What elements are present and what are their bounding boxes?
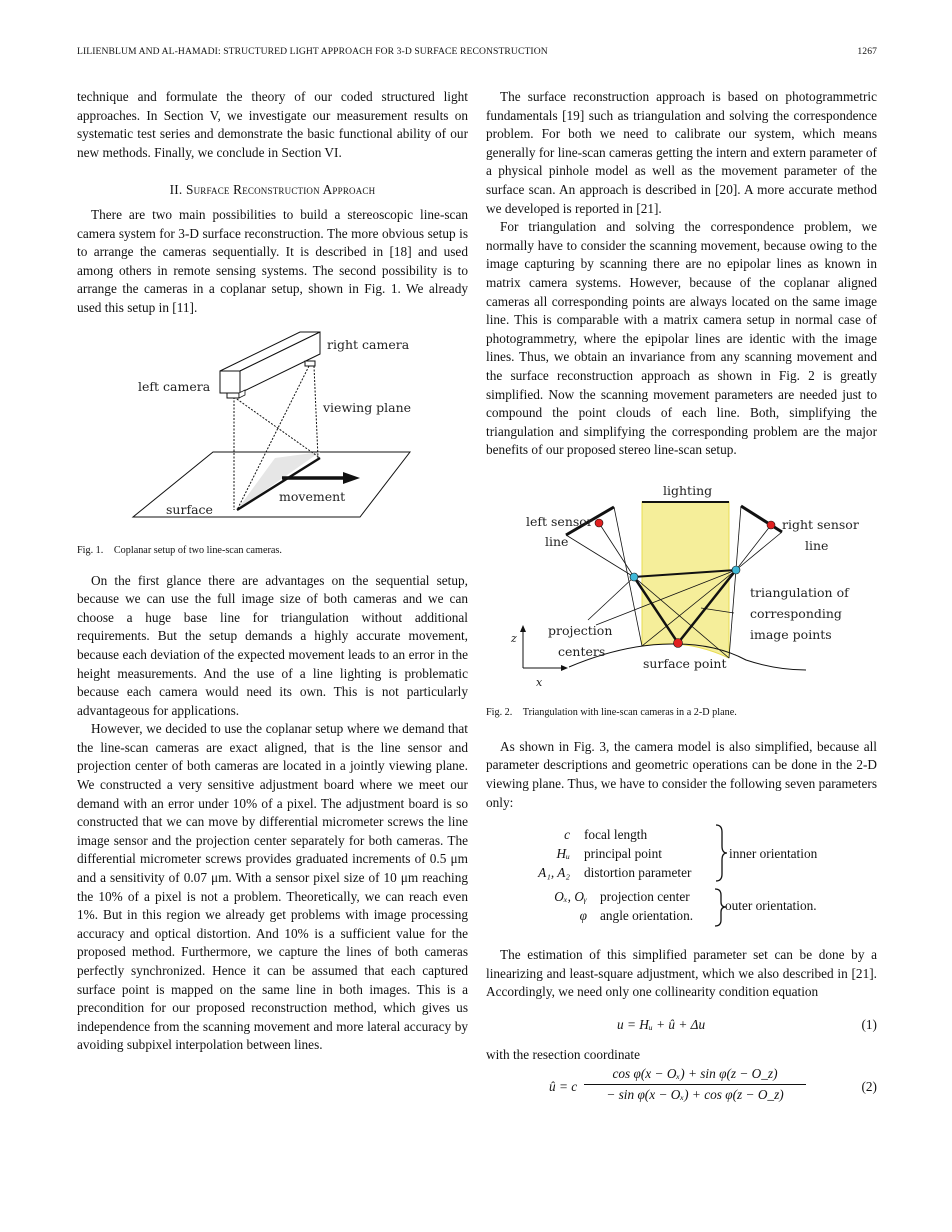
figure-2-caption xyxy=(486,706,737,719)
label-centers: centers xyxy=(558,643,606,659)
parameter-symbol: φ xyxy=(579,908,587,924)
label-right-sensor: right sensor xyxy=(782,516,859,532)
figure-2-caption-text: Triangulation with line-scan cameras in a 2-D plane. xyxy=(522,706,737,718)
label-left-camera: left camera xyxy=(138,378,211,394)
right-sensor-point xyxy=(767,521,775,529)
figure-2 xyxy=(486,480,877,738)
left-projection-center xyxy=(630,573,638,581)
inner-brace xyxy=(714,824,728,882)
paragraph: The estimation of this simplified parameter set can be done by a linearizing and least-square adjustment, which we also described in [21]. Accordingly, we need only one collinearity condition equation xyxy=(486,947,877,1000)
figure-1-caption-label: Fig. 1. xyxy=(77,544,104,556)
figure-1-caption xyxy=(77,544,282,557)
right-column xyxy=(486,88,877,1109)
parameter-description: principal point xyxy=(584,846,662,862)
label-triangulation-3: image points xyxy=(750,626,832,642)
paragraph: with the resection coordinate xyxy=(486,1047,640,1063)
label-right-sensor-line: line xyxy=(805,537,829,553)
paragraph: On the first glance there are advantages on the sequential setup, because we can use the full image size of both cameras and we can choose a huge base line for triangulation without additional requirements. But the setup demands a highly accurate movement, because each deviation of the expected movement leads to an error in the height measurements. And the use of a line lighting is problematic because each camera would need its own. This is not particularly advantageous for applications. xyxy=(77,572,468,718)
section-heading xyxy=(77,181,468,200)
section-title: Surface Reconstruction Approach xyxy=(185,182,376,198)
equation-2-lhs: û = c xyxy=(549,1078,578,1094)
page-number: 1267 xyxy=(857,46,877,57)
equation-2-denominator: − sin φ(x − Oₓ) + cos φ(z − O_z) xyxy=(606,1087,784,1103)
label-right-camera: right camera xyxy=(327,336,410,352)
paragraph-intro-continued: technique and formulate the theory of our coded structured light approaches. In Section V, we investigate our measurement results on systematic test series and demonstrate the basic functional ability of our new methods. Finally, we conclude in Section VI. xyxy=(77,89,468,160)
outer-orientation-label: outer orientation. xyxy=(725,898,817,914)
equation-2-numerator: cos φ(x − Oₓ) + sin φ(z − O_z) xyxy=(612,1065,778,1081)
parameter-description: angle orientation. xyxy=(600,908,694,924)
left-column xyxy=(77,88,468,1055)
figure-2-caption-label: Fig. 2. xyxy=(486,706,513,718)
paragraph: However, we decided to use the coplanar setup where we demand that the line-scan cameras are exact aligned, that is the line sensor and projection center of both cameras are located in a jointly viewing plane. We constructed a very sensitive adjustment board where we meet our demand with an error under 10% of a pixel. The adjustment board is so constructed that we can move by differential micrometer screws the line image sensor and the projection center separately for both cameras. The differential micrometer screws provides graduated increments of 0.5 μm and a sensitivity of 0.07 μm. With a sensor pixel size of 10 μm reaching the 10% of a pixel is not a problem. Theoretically, we can reach even 1%. But in this region we already get problems with image processing accuracy and optical distortion. And 10% is a sufficient value for the proposed method. Furthermore, we capture the lines of both cameras perfectly synchronized. Hence it can be assumed that each captured surface point is mapped on the same line in both images. This is a precondition for our proposed reconstruction method, which gives us independence from the scanning movement and more lateral accuracy by avoiding subpixel interpolation between lines. xyxy=(77,721,468,1053)
figure-2-diagram xyxy=(486,480,877,710)
parameter-description: distortion parameter xyxy=(584,865,692,881)
label-axis-x: x xyxy=(536,675,543,689)
inner-orientation-label: inner orientation xyxy=(729,846,818,862)
parameter-symbol: Oₓ, Oᵧ xyxy=(554,889,587,905)
running-head-title: LILIENBLUM AND AL-HAMADI: STRUCTURED LIGHT APPROACH FOR 3-D SURFACE RECONSTRUCTION xyxy=(77,46,548,57)
equation-1-number: (1) xyxy=(861,1017,877,1033)
equation-1-body: u = Hᵤ + û + Δu xyxy=(617,1017,706,1033)
left-sensor-point xyxy=(595,519,603,527)
paragraph: There are two main possibilities to build a stereoscopic line-scan camera system for 3-D surface reconstruction. The more obvious setup is to arrange the cameras sequentially. It is described in [18] and used among others in remote sensing systems. The second possibility is to arrange the cameras in a coplanar setup, shown in Fig. 1. We already used this setup in [11]. xyxy=(77,206,468,315)
label-surface-point: surface point xyxy=(643,655,727,671)
equation-1 xyxy=(486,1008,877,1044)
running-head xyxy=(77,46,877,62)
right-projection-center xyxy=(732,566,740,574)
label-movement: movement xyxy=(279,488,346,504)
parameter-symbol: c xyxy=(564,827,570,843)
equation-2-number: (2) xyxy=(861,1078,877,1094)
label-projection: projection xyxy=(548,622,613,638)
figure-1 xyxy=(77,324,468,572)
equation-2-fraction xyxy=(584,1065,806,1105)
figure-1-diagram xyxy=(77,324,468,544)
parameter-description: focal length xyxy=(584,827,648,843)
parameter-description: projection center xyxy=(600,889,690,905)
paragraph: For triangulation and solving the correspondence problem, we normally have to consider the scanning movement, because owing to the image capturing by scanning there are no epipolar lines as known in matrix camera systems. However, because of the coplanar aligned cameras all corresponding points are always located on the same image line. This is comparable with a matrix camera setup in normal case of photogrammetry, where the epipolar lines are identic with the image lines. Thus, we obtain an invariance from any scanning movement and the surface reconstruction approach as shown in Fig. 2 is greatly simplified. Now the scanning movement parameters are needed just to compound the point clouds of each line. Both, simplifying the triangulation and simplifying the corresponding problem are the major benefits of our proposed stereo line-scan setup. xyxy=(486,219,877,458)
label-axis-z: z xyxy=(511,631,517,645)
parameter-list xyxy=(486,826,877,932)
label-surface: surface xyxy=(166,501,213,517)
section-number: II. xyxy=(169,182,183,198)
camera-bar xyxy=(220,332,320,398)
label-lighting: lighting xyxy=(663,482,713,498)
label-triangulation-1: triangulation of xyxy=(750,584,849,600)
label-viewing-plane: viewing plane xyxy=(323,399,412,415)
fraction-bar xyxy=(584,1084,806,1085)
paragraph: The surface reconstruction approach is based on photogrammetric fundamentals [19] such as triangulation and solving the correspondence problem. For both we need to calibrate our system, which means generally for line-scan cameras getting the intern and extern parameter of a physical pinhole model as well as the movement parameter of the surface scan. An approach is described in [20]. A more accurate method we developed is reported in [21]. xyxy=(486,89,877,216)
label-left-sensor-line: line xyxy=(545,533,569,549)
equation-2 xyxy=(486,1065,877,1109)
label-triangulation-2: corresponding xyxy=(750,605,842,621)
figure-1-caption-text: Coplanar setup of two line-scan cameras. xyxy=(113,544,282,556)
surface-point xyxy=(674,638,683,647)
label-left-sensor: left sensor xyxy=(526,513,593,529)
parameter-symbol: A₁, A₂ xyxy=(538,865,570,881)
parameter-symbol: Hᵤ xyxy=(556,846,570,862)
paragraph: As shown in Fig. 3, the camera model is also simplified, because all parameter descriptions and geometric operations can be done in the 2-D viewing plane. Thus, we have to consider the following seven parameters only: xyxy=(486,738,877,810)
